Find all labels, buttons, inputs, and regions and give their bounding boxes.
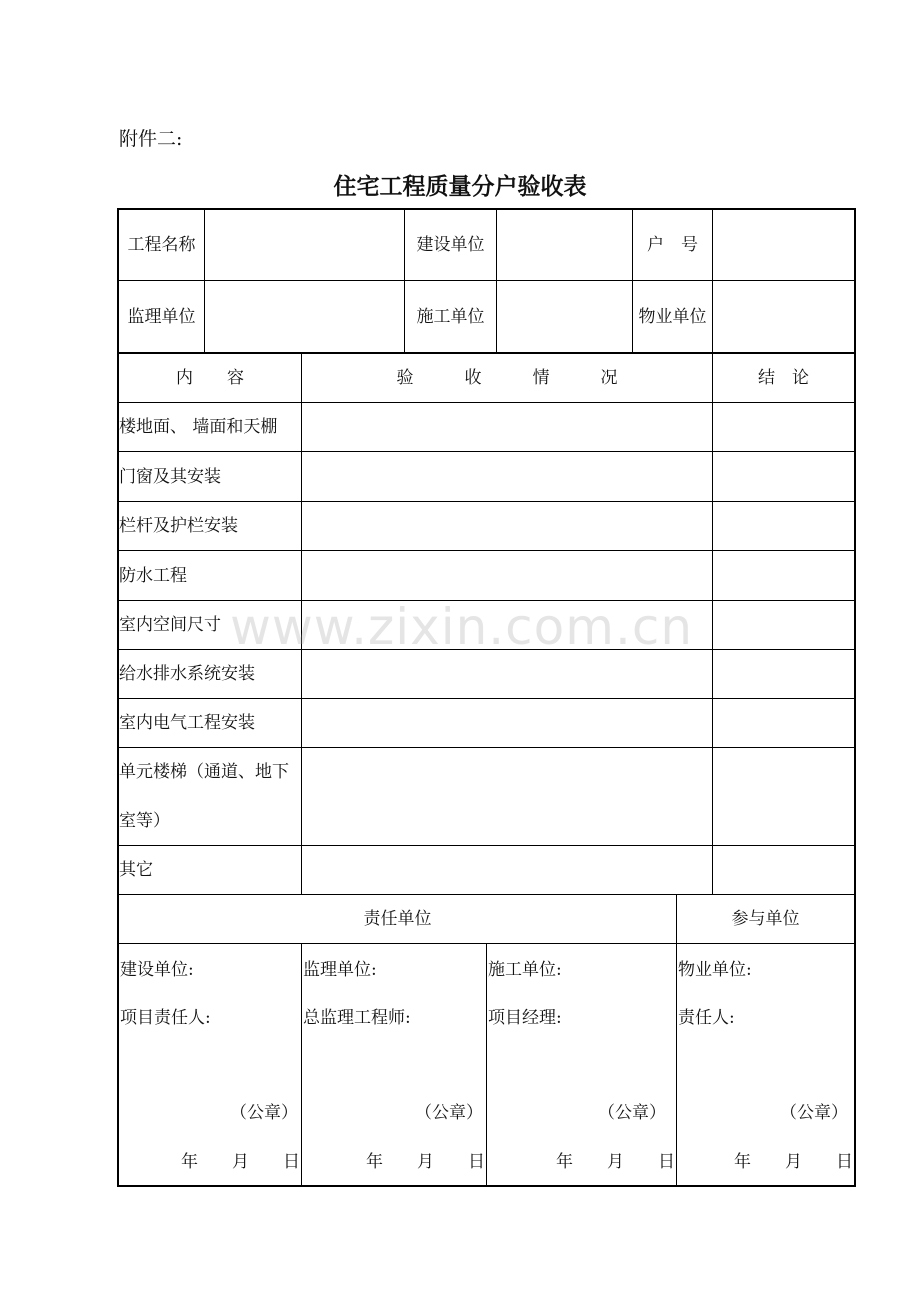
item-others: 其它 bbox=[119, 860, 153, 880]
sign-property-date: 年 月 日 bbox=[734, 1152, 853, 1172]
sign-construction-person: 项目经理: bbox=[488, 1008, 562, 1028]
watermark: www.zixin.com.cn bbox=[230, 598, 694, 656]
column-conclusion: 结 论 bbox=[758, 368, 809, 388]
item-waterproofing: 防水工程 bbox=[119, 565, 187, 586]
item-floor-wall-ceiling: 楼地面、 墙面和天棚 bbox=[119, 417, 278, 437]
field-builder-unit[interactable] bbox=[497, 210, 632, 280]
form-title: 住宅工程质量分户验收表 bbox=[333, 174, 587, 200]
item-electrical: 室内电气工程安装 bbox=[119, 713, 255, 733]
responsible-units-header: 责任单位 bbox=[363, 909, 432, 929]
field-house-number[interactable] bbox=[713, 210, 854, 280]
field-construction-unit[interactable] bbox=[497, 281, 632, 352]
item-railings: 栏杆及护栏安装 bbox=[119, 516, 238, 536]
item-interior-dimensions: 室内空间尺寸 bbox=[119, 615, 221, 635]
field-project-name[interactable] bbox=[205, 210, 404, 280]
sign-property-person: 责任人: bbox=[678, 1008, 735, 1028]
field-property-unit[interactable] bbox=[713, 281, 854, 352]
item-stairs-line2: 室等） bbox=[119, 811, 170, 831]
label-project-name: 工程名称 bbox=[127, 235, 196, 255]
field-supervision-unit[interactable] bbox=[205, 281, 404, 352]
column-inspection: 验 收 情 况 bbox=[396, 368, 618, 388]
column-content: 内 容 bbox=[176, 368, 244, 388]
sign-builder-seal: （公章） bbox=[230, 1103, 298, 1123]
item-water-drainage: 给水排水系统安装 bbox=[119, 664, 255, 684]
attachment-label: 附件二: bbox=[119, 128, 183, 150]
label-property-unit: 物业单位 bbox=[638, 306, 707, 327]
label-house-number: 户 号 bbox=[647, 235, 698, 255]
item-doors-windows: 门窗及其安装 bbox=[119, 466, 221, 487]
item-stairs-line1: 单元楼梯（通道、地下 bbox=[119, 762, 289, 782]
sign-supervision-unit: 监理单位: bbox=[303, 960, 377, 980]
sign-construction-date: 年 月 日 bbox=[556, 1152, 675, 1172]
sign-property-unit: 物业单位: bbox=[678, 960, 752, 980]
sign-builder-unit: 建设单位: bbox=[120, 960, 194, 980]
sign-supervision-date: 年 月 日 bbox=[366, 1152, 485, 1172]
sign-supervision-person: 总监理工程师: bbox=[303, 1008, 411, 1028]
label-builder-unit: 建设单位 bbox=[416, 235, 485, 255]
sign-construction-unit: 施工单位: bbox=[488, 960, 562, 980]
label-supervision-unit: 监理单位 bbox=[127, 306, 196, 327]
label-construction-unit: 施工单位 bbox=[416, 306, 485, 327]
sign-property-seal: （公章） bbox=[780, 1103, 848, 1123]
participating-unit-header: 参与单位 bbox=[731, 909, 800, 929]
sign-builder-person: 项目责任人: bbox=[120, 1008, 211, 1028]
sign-construction-seal: （公章） bbox=[598, 1103, 666, 1123]
sign-builder-date: 年 月 日 bbox=[181, 1152, 300, 1172]
sign-supervision-seal: （公章） bbox=[415, 1103, 483, 1123]
